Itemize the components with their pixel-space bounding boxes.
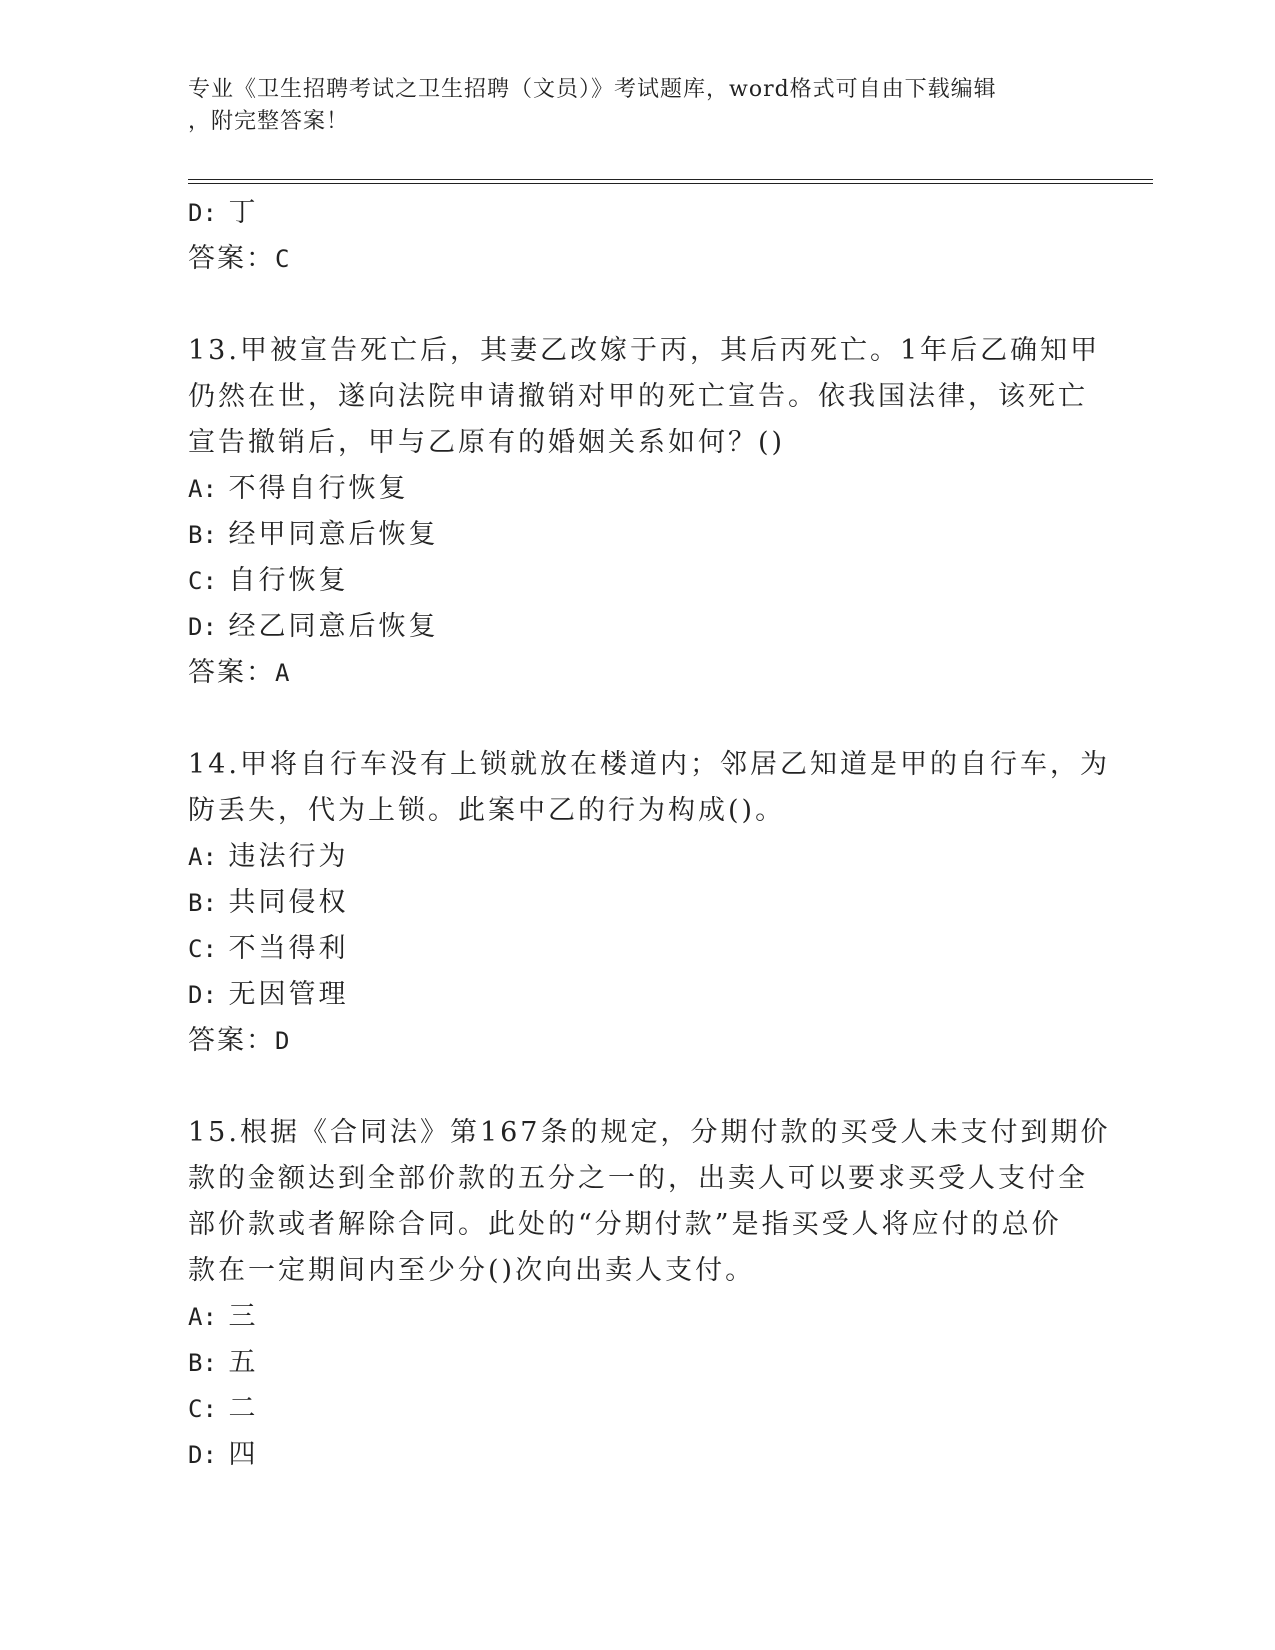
question-text-line: 部价款或者解除合同。此处的“分期付款”是指买受人将应付的总价 xyxy=(188,1209,1062,1240)
option-text: 丁 xyxy=(228,197,259,228)
option-b xyxy=(188,880,1088,926)
option-letter: D: xyxy=(188,613,217,641)
option-c xyxy=(188,1386,1088,1432)
option-letter: C: xyxy=(188,1395,217,1423)
option-text: 四 xyxy=(228,1439,259,1470)
header-rule-top xyxy=(188,179,1153,180)
question-text-line: 14.甲将自行车没有上锁就放在楼道内；邻居乙知道是甲的自行车，为 xyxy=(188,749,1110,780)
answer-label: 答案： xyxy=(188,243,275,274)
option-d xyxy=(188,604,1088,650)
option-text: 自行恢复 xyxy=(228,565,349,596)
option-letter: B: xyxy=(188,1349,217,1377)
question-text-line: 款的金额达到全部价款的五分之一的，出卖人可以要求买受人支付全 xyxy=(188,1163,1088,1194)
answer-line xyxy=(188,236,1088,282)
option-letter: D: xyxy=(188,199,217,227)
answer-line xyxy=(188,650,1088,696)
question-text-line: 宣告撤销后，甲与乙原有的婚姻关系如何？() xyxy=(188,427,786,458)
answer-value: C xyxy=(275,245,292,273)
option-d xyxy=(188,1432,1088,1478)
option-b xyxy=(188,512,1088,558)
answer-value: D xyxy=(275,1027,292,1055)
option-letter: A: xyxy=(188,843,217,871)
option-letter: A: xyxy=(188,1303,217,1331)
option-letter: C: xyxy=(188,935,217,963)
option-a xyxy=(188,834,1088,880)
option-text: 不当得利 xyxy=(228,933,349,964)
option-text: 二 xyxy=(228,1393,259,1424)
option-a xyxy=(188,1294,1088,1340)
header-rule-bottom xyxy=(188,183,1153,184)
question-13 xyxy=(188,328,1101,696)
option-a xyxy=(188,466,1088,512)
option-letter: C: xyxy=(188,567,217,595)
page-header xyxy=(188,74,1088,138)
option-text: 经甲同意后恢复 xyxy=(228,519,439,550)
question-14 xyxy=(188,742,1110,1064)
option-text: 五 xyxy=(228,1347,259,1378)
answer-label: 答案： xyxy=(188,657,275,688)
option-letter: D: xyxy=(188,1441,217,1469)
option-text: 共同侵权 xyxy=(228,887,349,918)
option-b xyxy=(188,1340,1088,1386)
option-text: 经乙同意后恢复 xyxy=(228,611,439,642)
option-text: 无因管理 xyxy=(228,979,349,1010)
question-list xyxy=(188,190,1111,1478)
question-text-line: 款在一定期间内至少分()次向出卖人支付。 xyxy=(188,1255,756,1286)
question-text-line: 13.甲被宣告死亡后，其妻乙改嫁于丙，其后丙死亡。1年后乙确知甲 xyxy=(188,335,1101,366)
answer-value: A xyxy=(275,659,292,687)
question-text-line: 15.根据《合同法》第167条的规定，分期付款的买受人未支付到期价 xyxy=(188,1117,1111,1148)
option-line xyxy=(188,190,1088,236)
answer-line xyxy=(188,1018,1088,1064)
option-text: 不得自行恢复 xyxy=(228,473,409,504)
header-line-1: 专业《卫生招聘考试之卫生招聘（文员）》考试题库，word格式可自由下载编辑 xyxy=(188,77,997,102)
option-letter: D: xyxy=(188,981,217,1009)
answer-label: 答案： xyxy=(188,1025,275,1056)
option-letter: B: xyxy=(188,521,217,549)
question-text-line: 防丢失，代为上锁。此案中乙的行为构成()。 xyxy=(188,795,786,826)
question-text-line: 仍然在世，遂向法院申请撤销对甲的死亡宣告。依我国法律，该死亡 xyxy=(188,381,1088,412)
option-d xyxy=(188,972,1088,1018)
header-line-2: ，附完整答案！ xyxy=(188,109,350,134)
option-text: 三 xyxy=(228,1301,259,1332)
option-c xyxy=(188,558,1088,604)
option-letter: A: xyxy=(188,475,217,503)
question-15 xyxy=(188,1110,1111,1478)
option-text: 违法行为 xyxy=(228,841,349,872)
option-letter: B: xyxy=(188,889,217,917)
option-c xyxy=(188,926,1088,972)
